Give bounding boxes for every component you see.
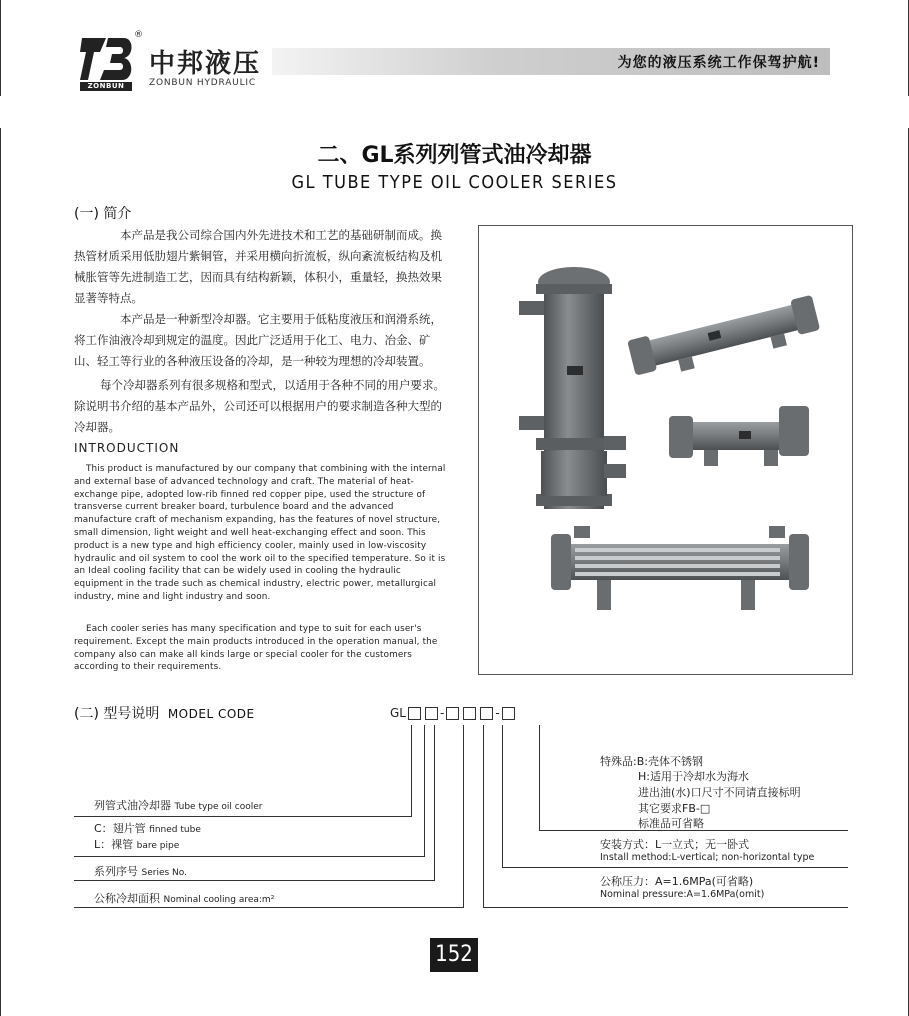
label-pressure-en: Nominal pressure:A=1.6MPa(omit) <box>600 889 765 900</box>
label-special-4: 其它要求FB-□ <box>638 802 711 815</box>
connector-h-area <box>74 907 464 908</box>
horizontal-cooler-image-3 <box>551 526 809 610</box>
code-box-6 <box>502 707 515 720</box>
label-series-no <box>94 863 187 879</box>
intro-heading: (一) 简介 <box>74 206 132 222</box>
cooler-illustration <box>479 226 852 674</box>
connector-h-pressure <box>483 907 848 908</box>
connector-h-install <box>502 867 848 868</box>
logo-text: ZONBUN <box>80 82 132 91</box>
page-number: 152 <box>430 938 478 972</box>
connector-h-series <box>74 880 435 881</box>
intro-cn-paragraph-3: 每个冷却器系列有很多规格和型式，以适用于各种不同的用户要求。除说明书介绍的基本产品外，公司还可以根据用户的要求制造各种大型的冷却器。 <box>74 378 445 434</box>
connector-v-4 <box>463 725 464 908</box>
label-finned-tube-en: finned tube <box>149 825 201 835</box>
label-cooling-area <box>94 890 274 906</box>
label-install-cn: 安装方式：L一立式；无一卧式 <box>600 838 750 851</box>
code-dash-2: - <box>495 706 500 720</box>
product-photo-box <box>478 225 853 675</box>
label-finned-tube <box>94 820 201 836</box>
label-bare-pipe <box>94 836 179 852</box>
connector-v-1 <box>411 725 412 817</box>
label-series-no-en: Series No. <box>141 868 187 878</box>
horizontal-cooler-image-2 <box>669 406 809 466</box>
code-box-4 <box>463 707 476 720</box>
label-special-3: 进出油(水)口尺寸不同请直接标明 <box>638 786 801 799</box>
intro-en-paragraph-2: Each cooler series has many specification and type to suit for each user's requirement. Except the main products introduced in the operation manual, the company also can make all kinds large or special cooler for the customers according to their requirements. <box>74 624 438 673</box>
introduction-label: INTRODUCTION <box>74 441 180 455</box>
slogan-text: 为您的液压系统工作保驾护航! <box>617 55 820 71</box>
connector-v-3 <box>434 725 435 881</box>
code-prefix: GL <box>390 706 406 720</box>
slogan-bar <box>272 48 830 75</box>
label-tube-type-cooler <box>94 797 262 813</box>
connector-v-6 <box>502 725 503 868</box>
label-cooling-area-en: Nominal cooling area:m² <box>163 895 275 905</box>
label-bare-pipe-cn: L：裸管 <box>94 838 134 851</box>
model-code-heading <box>74 703 255 723</box>
code-box-1 <box>408 707 421 720</box>
label-pressure-cn: 公称压力：A=1.6MPa(可省略) <box>600 875 754 888</box>
code-box-3 <box>446 707 459 720</box>
label-tube-type-cooler-en: Tube type oil cooler <box>174 802 263 812</box>
code-dash-1: - <box>439 706 445 720</box>
label-special-5: 标准品可省略 <box>638 817 704 830</box>
intro-cn-paragraph-1: 本产品是我公司综合国内外先进技术和工艺的基础研制而成。换热管材质采用低肋翅片紫铜管，并采用横向折流板，纵向紊流板结构及机械胀管等先进制造工艺，因而具有结构新颖，体积小，重量轻，换热效果显著等特点。 <box>74 228 442 305</box>
logo-icon <box>80 36 132 82</box>
connector-v-2 <box>424 725 425 857</box>
frame-left-bottom <box>0 128 1 1016</box>
code-box-5 <box>480 707 493 720</box>
model-code-heading-en: MODEL CODE <box>167 707 255 721</box>
label-cooling-area-cn: 公称冷却面积 <box>94 892 160 905</box>
vertical-cooler-image <box>519 267 626 509</box>
label-install-en: Install method:L-vertical; non-horizontal type <box>600 852 815 863</box>
connector-v-5 <box>483 725 484 908</box>
label-finned-tube-cn: C：翅片管 <box>94 822 146 835</box>
code-box-2 <box>425 707 438 720</box>
title-cn: 二、GL系列列管式油冷却器 <box>317 143 592 168</box>
intro-cn-paragraph-2: 本产品是一种新型冷却器。它主要用于低粘度液压和润滑系统，将工作油液冷却到规定的温度。因此广泛适用于化工、电力、冶金、矿山、轻工等行业的各种液压设备的冷却，是一种较为理想的冷却装置。 <box>74 312 442 368</box>
connector-h-type <box>74 856 425 857</box>
label-series-no-cn: 系列序号 <box>94 865 138 878</box>
registered-mark: ® <box>134 30 143 40</box>
intro-en-paragraph-1: This product is manufactured by our company that combining with the internal and external base of advanced technology and craft. The material of heat-exchange pipe, adopted low-rib finned red copper pipe, used the structure of transverse current breaker board, turbulence board and the advanced manufacture craft of mechanism expanding, has the features of novel structure, small dimension, light weight and well heat-exchanging effect and soon. This product is a new type and high efficiency cooler, mainly used in low-viscosity hydraulic and oil system to cool the work oil to the specified temperature. So it is an Ideal cooling facility that can be widely used in cooling the hydraulic equipment in the trade such as chemical industry, electric power, metallurgical industry, mine and light industry and soon. <box>74 464 446 602</box>
label-tube-type-cooler-cn: 列管式油冷却器 <box>94 799 171 812</box>
frame-left-top <box>0 0 1 96</box>
model-code-heading-cn: (二) 型号说明 <box>74 706 160 722</box>
connector-h-cooler <box>74 816 412 817</box>
brand-name-cn: 中邦液压 <box>149 49 262 79</box>
title-en: GL TUBE TYPE OIL COOLER SERIES <box>291 172 618 193</box>
label-special-1: 特殊品:B:壳体不锈钢 <box>600 755 703 768</box>
model-code-formula <box>390 706 517 720</box>
horizontal-cooler-image-1 <box>627 295 822 383</box>
label-special-2: H:适用于冷却水为海水 <box>638 770 749 783</box>
connector-v-7 <box>539 725 540 831</box>
brand-name-en: ZONBUN HYDRAULIC <box>149 78 256 88</box>
label-bare-pipe-en: bare pipe <box>136 841 180 851</box>
